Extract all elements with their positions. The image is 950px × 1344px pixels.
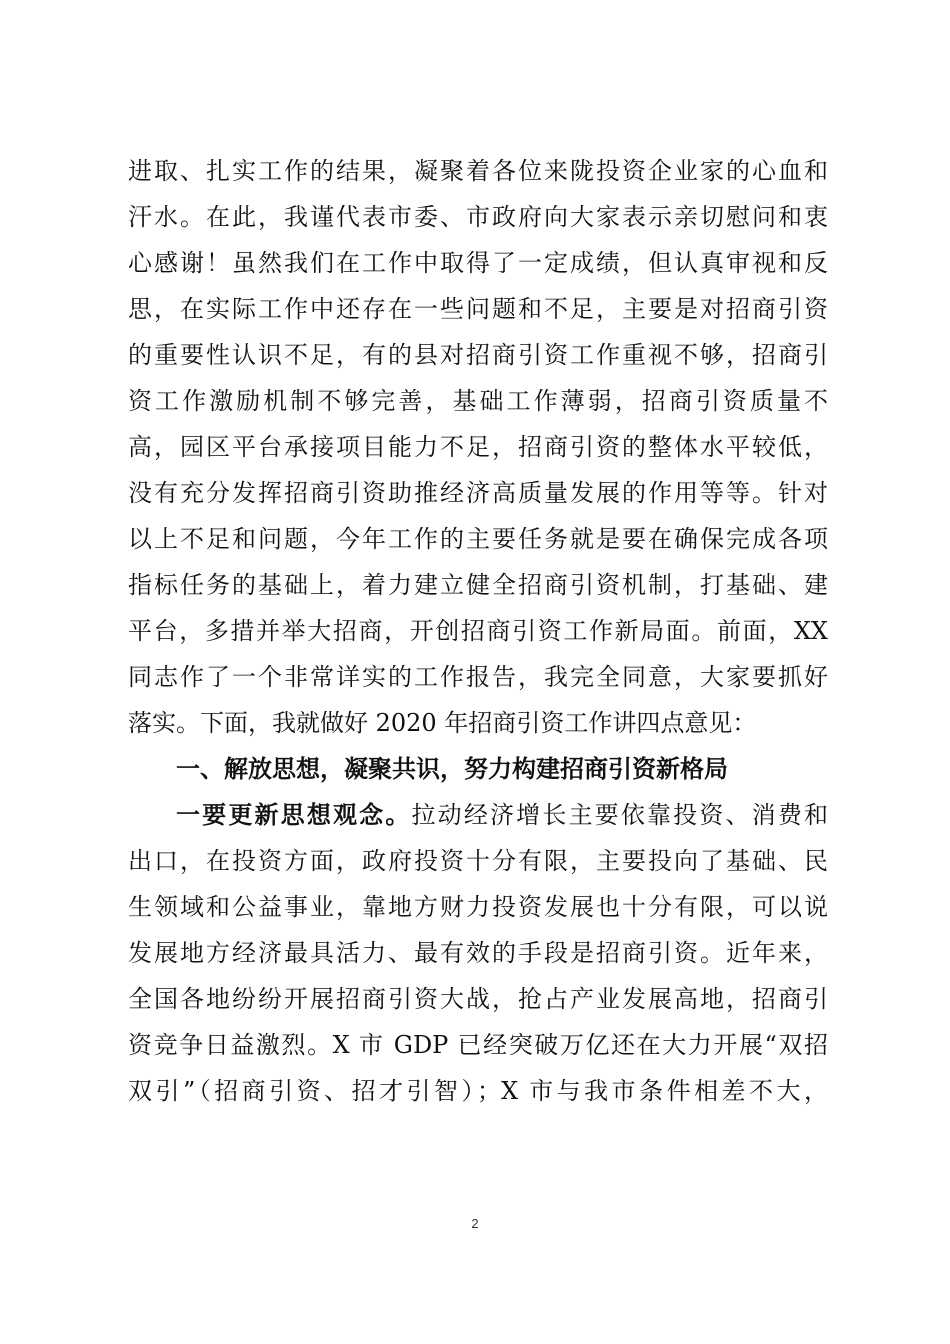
paragraph-line: 平台，多措并举大招商，开创招商引资工作新局面。前面，XX — [128, 617, 828, 645]
paragraph-text: 拉动经济增长主要依靠投资、消费和 — [411, 801, 828, 829]
paragraph-line: 双引”（招商引资、招才引智）；X 市与我市条件相差不大， — [128, 1077, 828, 1105]
paragraph-line: 以上不足和问题，今年工作的主要任务就是要在确保完成各项 — [128, 525, 828, 553]
paragraph-lead: 一要更新思想观念。 — [176, 800, 412, 829]
paragraph-line: 发展地方经济最具活力、最有效的手段是招商引资。近年来， — [128, 939, 828, 967]
paragraph-line: 思，在实际工作中还存在一些问题和不足，主要是对招商引资 — [128, 295, 828, 323]
paragraph-line: 没有充分发挥招商引资助推经济高质量发展的作用等等。针对 — [128, 479, 828, 507]
paragraph-line: 汗水。在此，我谨代表市委、市政府向大家表示亲切慰问和衷 — [128, 203, 828, 231]
paragraph-line: 生领域和公益事业，靠地方财力投资发展也十分有限，可以说 — [128, 893, 828, 921]
paragraph-first-line — [128, 792, 828, 838]
page-number: 2 — [471, 1216, 479, 1231]
paragraph-line: 同志作了一个非常详实的工作报告，我完全同意，大家要抓好 — [128, 663, 828, 691]
paragraph-line: 资竞争日益激烈。X 市 GDP 已经突破万亿还在大力开展“双招 — [128, 1031, 828, 1059]
section-heading: 一、解放思想，凝聚共识，努力构建招商引资新格局 — [176, 755, 728, 783]
paragraph-line: 指标任务的基础上，着力建立健全招商引资机制，打基础、建 — [128, 571, 828, 599]
paragraph-line: 高，园区平台承接项目能力不足，招商引资的整体水平较低， — [128, 433, 828, 461]
paragraph-line: 进取、扎实工作的结果，凝聚着各位来陇投资企业家的心血和 — [128, 157, 828, 185]
paragraph-line: 的重要性认识不足，有的县对招商引资工作重视不够，招商引 — [128, 341, 828, 369]
paragraph-line: 心感谢！虽然我们在工作中取得了一定成绩，但认真审视和反 — [128, 249, 828, 277]
paragraph-line: 全国各地纷纷开展招商引资大战，抢占产业发展高地，招商引 — [128, 985, 828, 1013]
paragraph-line: 出口，在投资方面，政府投资十分有限，主要投向了基础、民 — [128, 847, 828, 875]
paragraph-line: 落实。下面，我就做好 2020 年招商引资工作讲四点意见： — [128, 709, 757, 737]
body-text — [128, 148, 828, 1114]
paragraph-line: 资工作激励机制不够完善，基础工作薄弱，招商引资质量不 — [128, 387, 828, 415]
